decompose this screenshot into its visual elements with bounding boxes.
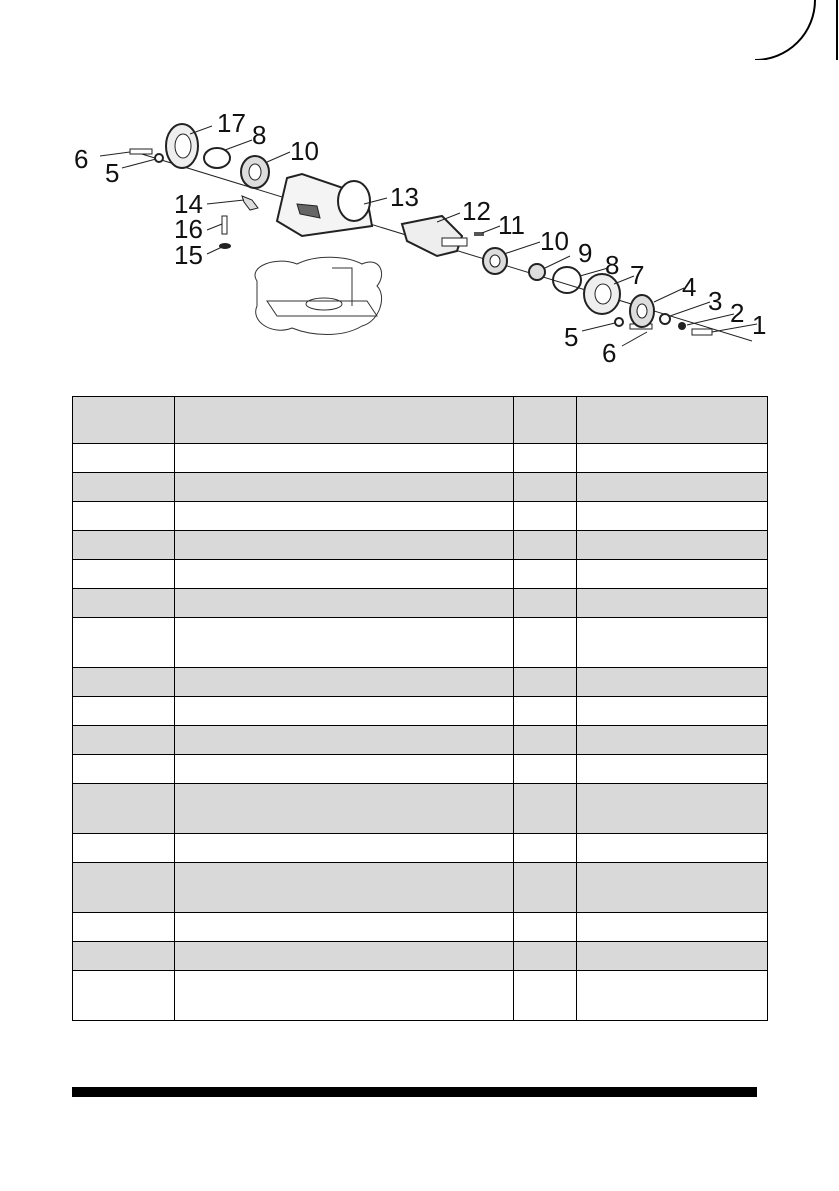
table-cell (73, 668, 175, 697)
table-row (73, 668, 768, 697)
table-cell (577, 618, 768, 668)
callout-10: 10 (290, 136, 319, 166)
table-cell (514, 531, 577, 560)
table-cell (577, 697, 768, 726)
table-cell (577, 560, 768, 589)
table-row (73, 755, 768, 784)
table-row (73, 863, 768, 913)
table-cell (73, 863, 175, 913)
bolt-1 (692, 329, 712, 335)
table-row (73, 913, 768, 942)
callout-15: 15 (174, 240, 203, 270)
table-row (73, 618, 768, 668)
table-cell (73, 531, 175, 560)
callout-3: 3 (708, 286, 723, 316)
exploded-parts-diagram (62, 106, 782, 381)
callout-5: 5 (105, 158, 120, 188)
table-cell (577, 784, 768, 834)
parts-list-table (72, 396, 768, 1021)
spacer-9 (529, 264, 545, 280)
table-cell (514, 473, 577, 502)
table-cell (73, 473, 175, 502)
table-cell (73, 697, 175, 726)
table-cell (514, 913, 577, 942)
table-cell (577, 668, 768, 697)
table-cell (514, 863, 577, 913)
table-row (73, 697, 768, 726)
table-cell (73, 942, 175, 971)
callout-8: 8 (252, 120, 267, 150)
table-cell (577, 589, 768, 618)
grease-nipple-14 (242, 196, 258, 210)
o-ring-8-right (553, 267, 581, 293)
table-cell (577, 971, 768, 1021)
eccentric-shaft-12 (402, 216, 467, 256)
table-cell (175, 473, 514, 502)
table-cell (175, 560, 514, 589)
table-cell (73, 755, 175, 784)
table-cell (514, 560, 577, 589)
table-cell (175, 863, 514, 913)
table-cell (73, 784, 175, 834)
flange-17 (166, 124, 198, 168)
table-cell (577, 942, 768, 971)
callout-11: 11 (498, 210, 525, 240)
base-plate-sketch (255, 257, 382, 334)
washer-5-left (155, 154, 163, 162)
callout-10: 10 (540, 226, 569, 256)
table-row (73, 834, 768, 863)
table-cell (175, 502, 514, 531)
table-cell (175, 531, 514, 560)
table-cell (514, 444, 577, 473)
table-cell (514, 942, 577, 971)
table-cell (175, 971, 514, 1021)
table-cell (175, 834, 514, 863)
table-cell (73, 618, 175, 668)
column-header (514, 397, 577, 444)
o-ring-8-left (204, 148, 230, 168)
table-row (73, 942, 768, 971)
table-cell (514, 755, 577, 784)
callout-6: 6 (602, 338, 617, 368)
table-cell (514, 618, 577, 668)
callout-9: 9 (578, 238, 593, 268)
pulley-4 (630, 295, 654, 327)
table-cell (175, 942, 514, 971)
table-cell (577, 502, 768, 531)
table-row (73, 589, 768, 618)
bearing-10-left (241, 156, 269, 188)
table-cell (175, 913, 514, 942)
table-cell (175, 444, 514, 473)
flange-7 (584, 274, 620, 314)
table-cell (577, 473, 768, 502)
column-header (175, 397, 514, 444)
table-cell (73, 834, 175, 863)
vibrator-housing-13 (277, 174, 372, 236)
table-cell (73, 971, 175, 1021)
table-cell (514, 697, 577, 726)
table-cell (73, 913, 175, 942)
table-cell (514, 726, 577, 755)
callout-4: 4 (682, 272, 697, 302)
table-cell (175, 784, 514, 834)
callout-17: 17 (217, 108, 246, 138)
table-cell (73, 560, 175, 589)
table-cell (175, 618, 514, 668)
table-cell (514, 834, 577, 863)
callout-14: 14 (174, 189, 203, 219)
callout-7: 7 (630, 260, 645, 290)
table-cell (577, 726, 768, 755)
table-cell (514, 784, 577, 834)
table-cell (514, 589, 577, 618)
table-row (73, 971, 768, 1021)
table-cell (514, 971, 577, 1021)
table-row (73, 560, 768, 589)
bearing-10-right (483, 248, 507, 274)
callout-12: 12 (462, 196, 491, 226)
table-cell (175, 755, 514, 784)
table-cell (73, 589, 175, 618)
footer-rule (72, 1087, 757, 1097)
table-cell (175, 668, 514, 697)
table-row (73, 784, 768, 834)
table-cell (577, 444, 768, 473)
table-cell (514, 668, 577, 697)
bolt-16 (222, 216, 227, 234)
callout-1: 1 (752, 310, 767, 340)
table-cell (73, 444, 175, 473)
table-row (73, 444, 768, 473)
callout-5: 5 (564, 322, 579, 352)
callout-2: 2 (730, 298, 745, 328)
table-cell (175, 697, 514, 726)
table-row (73, 502, 768, 531)
table-row (73, 726, 768, 755)
table-cell (577, 913, 768, 942)
page-corner-mark (755, 0, 839, 60)
table-row (73, 473, 768, 502)
table-row (73, 531, 768, 560)
callout-13: 13 (390, 182, 419, 212)
column-header (73, 397, 175, 444)
table-cell (577, 755, 768, 784)
callout-6: 6 (74, 144, 89, 174)
washer-2 (678, 322, 686, 330)
washer-3 (660, 314, 670, 324)
table-cell (175, 589, 514, 618)
washer-5-right (615, 318, 623, 326)
table-cell (577, 863, 768, 913)
callout-16: 16 (174, 214, 203, 244)
bolt-6-left (130, 149, 152, 154)
table-cell (514, 502, 577, 531)
table-header-row (73, 397, 768, 444)
table-cell (577, 531, 768, 560)
column-header (577, 397, 768, 444)
table-cell (577, 834, 768, 863)
callout-8: 8 (605, 250, 620, 280)
table-cell (73, 726, 175, 755)
table-cell (73, 502, 175, 531)
table-cell (175, 726, 514, 755)
